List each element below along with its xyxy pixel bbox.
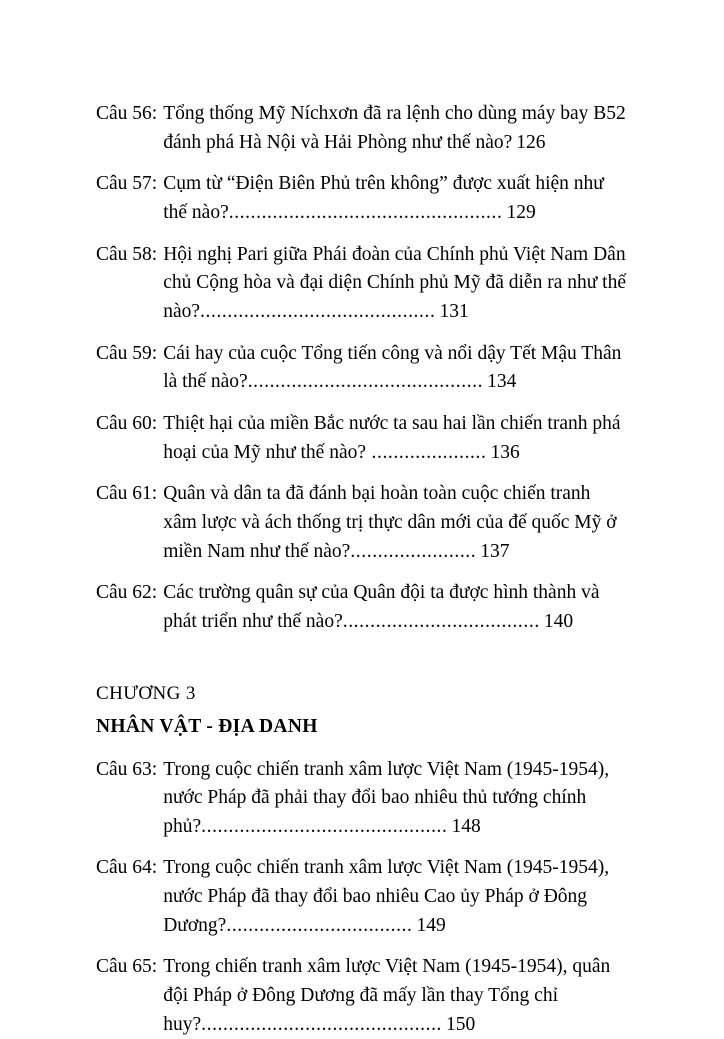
toc-entry-leader-dots: .................................... <box>343 611 540 632</box>
toc-entry-text: Quân và dân ta đã đánh bại hoàn toàn cuộc chiến tranh xâm lược và ách thống trị thực dân mới của đế quốc Mỹ ở miền Nam như thế nào? <box>163 483 616 561</box>
toc-entry-leader-dots: ....................... <box>350 541 476 562</box>
toc-entry-text: Tổng thống Mỹ Níchxơn đã ra lệnh cho dùng máy bay B52 đánh phá Hà Nội và Hải Phòng như thế nào? <box>163 103 626 153</box>
toc-section-chapter2-entries <box>96 100 628 637</box>
toc-entry-leader-dots: ........................................... <box>248 371 483 392</box>
toc-entry-body <box>163 579 628 636</box>
toc-section-chapter3-entries <box>96 756 628 1039</box>
chapter-title: NHÂN VẬT - ĐỊA DANH <box>96 716 628 738</box>
toc-entry[interactable] <box>96 100 628 157</box>
chapter-heading <box>96 683 628 738</box>
toc-entry-body <box>163 340 628 397</box>
toc-entry-body <box>163 756 628 842</box>
toc-entry-leader-dots: ............................................. <box>201 816 447 837</box>
toc-entry-page-number: 149 <box>413 915 446 936</box>
toc-entry-text: Trong cuộc chiến tranh xâm lược Việt Nam (1945-1954), nước Pháp đã phải thay đổi bao nhiêu thủ tướng chính phủ? <box>163 759 609 837</box>
toc-entry-leader-dots: ........................................... <box>200 301 435 322</box>
toc-entry-body <box>163 480 628 566</box>
toc-entry-label: Câu 61: <box>96 480 163 509</box>
toc-entry-text: Các trường quân sự của Quân đội ta được hình thành và phát triển như thế nào? <box>163 582 599 632</box>
toc-entry-page-number: 126 <box>512 132 545 153</box>
toc-entry[interactable] <box>96 480 628 566</box>
toc-entry[interactable] <box>96 953 628 1039</box>
toc-entry-label: Câu 64: <box>96 854 163 883</box>
toc-entry-page-number: 134 <box>483 371 516 392</box>
toc-entry-page-number: 131 <box>435 301 468 322</box>
toc-entry-page-number: 129 <box>502 202 535 223</box>
toc-entry-text: Trong cuộc chiến tranh xâm lược Việt Nam (1945-1954), nước Pháp đã thay đổi bao nhiêu Cao ủy Pháp ở Đông Dương? <box>163 857 609 935</box>
toc-entry-page-number: 136 <box>486 442 519 463</box>
toc-entry-label: Câu 60: <box>96 410 163 439</box>
toc-entry-body <box>163 170 628 227</box>
toc-entry-body <box>163 410 628 467</box>
toc-entry-text: Cái hay của cuộc Tổng tiến công và nổi dậy Tết Mậu Thân là thế nào? <box>163 343 621 393</box>
toc-entry-text: Cụm từ “Điện Biên Phủ trên không” được xuất hiện như thế nào? <box>163 173 604 223</box>
toc-entry[interactable] <box>96 170 628 227</box>
toc-entry-text: Thiệt hại của miền Bắc nước ta sau hai lần chiến tranh phá hoại của Mỹ như thế nào? <box>163 413 620 463</box>
toc-entry-body <box>163 100 628 157</box>
toc-entry-label: Câu 58: <box>96 241 163 270</box>
toc-entry-page-number: 140 <box>540 611 573 632</box>
toc-entry-label: Câu 62: <box>96 579 163 608</box>
toc-entry-label: Câu 63: <box>96 756 163 785</box>
toc-entry-leader-dots: .................................................. <box>229 202 503 223</box>
toc-entry-text: Trong chiến tranh xâm lược Việt Nam (1945-1954), quân đội Pháp ở Đông Dương đã mấy lần thay Tổng chỉ huy? <box>163 956 610 1034</box>
toc-entry-body <box>163 241 628 327</box>
toc-entry-label: Câu 59: <box>96 340 163 369</box>
toc-entry-body <box>163 953 628 1039</box>
chapter-number: CHƯƠNG 3 <box>96 683 628 705</box>
toc-entry[interactable] <box>96 340 628 397</box>
toc-entry[interactable] <box>96 756 628 842</box>
toc-entry[interactable] <box>96 241 628 327</box>
toc-entry[interactable] <box>96 579 628 636</box>
toc-entry-label: Câu 57: <box>96 170 163 199</box>
toc-entry-page-number: 137 <box>476 541 509 562</box>
toc-entry-page-number: 148 <box>448 816 481 837</box>
toc-entry-page-number: 150 <box>442 1014 475 1035</box>
toc-entry[interactable] <box>96 854 628 940</box>
toc-entry[interactable] <box>96 410 628 467</box>
toc-entry-label: Câu 56: <box>96 100 163 129</box>
toc-entry-leader-dots: ............................................ <box>201 1014 442 1035</box>
toc-entry-label: Câu 65: <box>96 953 163 982</box>
toc-entry-leader-dots: .................................. <box>226 915 412 936</box>
toc-entry-text: Hội nghị Pari giữa Phái đoàn của Chính phủ Việt Nam Dân chủ Cộng hòa và đại diện Chính phủ Mỹ đã diễn ra như thế nào? <box>163 244 626 322</box>
toc-entry-body <box>163 854 628 940</box>
toc-entry-leader-dots: ..................... <box>366 442 486 463</box>
